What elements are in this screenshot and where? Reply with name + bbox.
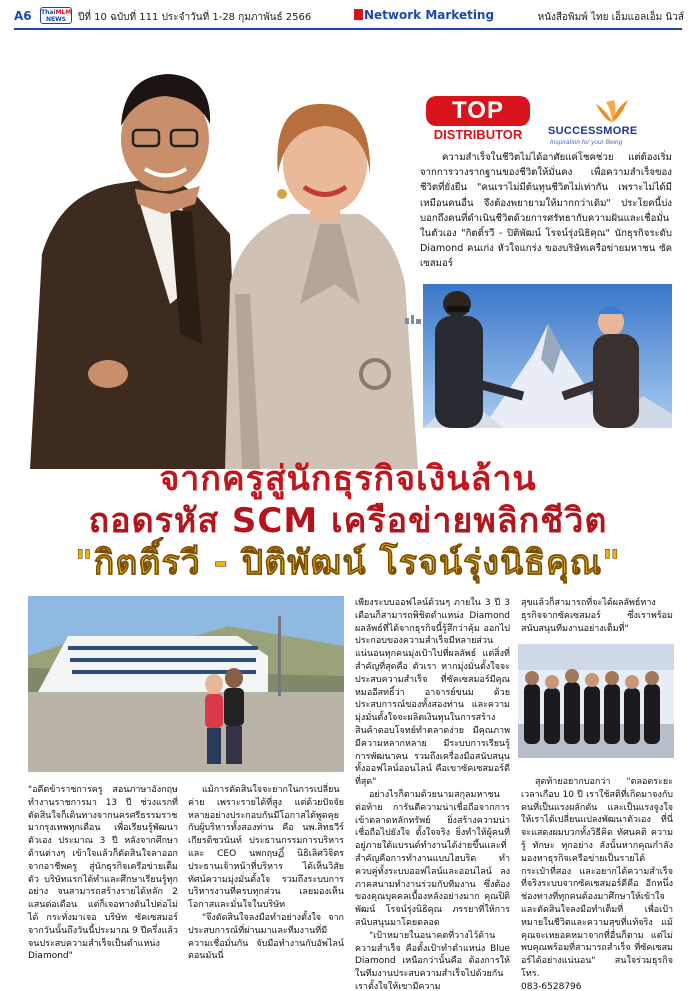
mountain-photo — [423, 284, 672, 428]
body-column-3: เพียงระบบออฟไลน์ด้วนๆ ภายใน 3 ปี 3 เดือนก็สามารถพิชิตตำแหน่ง Diamond ผลลัพธ์ที่ได้จากธุรกิจนี้รู้สึกว่าคุ้ม ออกไปประกอบของความสำเร็จมีหลายส่วน แน่นอนทุกคนมุ่งเป้าไปที่ผลลัพธ์ แต่สิ่งที่สำคัญที่สุดคือ ตัวเรา หากมุ่งมั่นตั้งใจจะประสบความสำเร็จ ที่ซัคเซสมอร์มีคุณหมออีสทธิ์ว่า อาจารย์ขนม ด้วยประสบการณ์ของทั้งสองท่าน และความมุ่งมั่นตั้งใจจะผลิตเงินทุนในการสร้างสินค้าตอบโจทย์ทำตลาดง่าย มีคุณภาพ มีความหลากหลาย มีระบบการเรียนรู้การพัฒนาคน รวมถึงเครื่องมือสนับสนุนทั้งออฟไลน์ออนไลน์ คือเขาซัคเซสมอร์ดีที่สุด" อย่างไรก็ตามด้วยนามสกุลมหาชนต่อท้าย การันตีความน่าเชื่อถือจากการเข้าตลาดหลักทรัพย์ ยิ่งสร้างความน่าเชื่อถือไปยังใจ ตั้งใจจริง ยิ่งทำให้ผู้คนที่อยู่ภายใต้แบรนด์ทำงานได้ง่ายขึ้นและที่สำคัญคือการทำงานแบบไฮบริด ทำควบคู่ทั้งระบบออฟไลน์และออนไลน์ ลงภาคสนามทำงานร่วมกับทีมงาน ซึ่งต้องของคุณบุคคลเบื้องหลังอย่างมาก คุณปิติพัฒน์ โรจน์รุ่งนิธิคุณ ภรรยาที่ให้การสนับสนุนมาโดยตลอด "เป้าหมายในอนาคตที่วางไว้ด้านความสำเร็จ คือตั้งเป้าทำตำแหน่ง Blue Diamond เหนือกว่านั้นคือ ต้องการให้ในทีมงานประสบความสำเร็จไปด้วยกัน เราตั้งใจให้เขามีความ — [355, 598, 510, 991]
group-photo — [518, 644, 674, 758]
headline-line-1: จากครูสู่นักธุรกิจเงินล้าน — [159, 459, 537, 499]
hero-section — [20, 34, 676, 454]
thai-mlm-news-logo: ThaiMLM NEWS — [41, 9, 72, 23]
headline-line-3: "กิตติ์รวี - ปิติพัฒน์ โรจน์รุ่งนิธิคุณ" — [74, 543, 621, 583]
portrait-photo — [20, 44, 425, 469]
body-column-4-bottom: สุดท้ายอยากบอกว่า "ตลอดระยะเวลาเกือบ 10 ปี เราใช้สติที่เกิดมาจงกับคนที่เป็นแรงผลักดัน และเป็นแรงจูงใจให้เราได้เปลี่ยนแปลงพัฒนาตัวเอง ที่นี่จะแสดงผมบวกทั้งวิธีคิด ทัศนคติ ความรู้ ทักษะ ทุกอย่าง ลังนั้นหากคุณกำลังมองหาธุรกิจเครือข่ายเป็นรายได้กระเป๋าที่สอง และอยากได้ความสำเร็จที่จริงระบบจากซัคเซสมอร์ดีคือ อีกหนึ่งช่องทางที่ทุกคนต้องมาศึกษาให้เข้าใจ และตัดสินใจลงมือทำเต็มที่ เพื่อเป้าหมายในชีวิตและความสุขที่แท้จริง แม้คุณจะเหยอคหมาจากที่อื่นก็ตาม แต่ไม่พบคุณพร้อมที่สามารถสำเร็จ ที่ซัคเซสมอร์ได้อย่างแน่นอน" สนใจร่วมธุรกิจ โทร. 083-6528796 — [521, 776, 673, 991]
contact-phone: 083-6528796 — [521, 981, 582, 991]
headline-line-2: ถอดรหัส SCM เครือข่ายพลิกชีวิต — [88, 501, 608, 541]
cruise-ship-photo — [28, 596, 344, 772]
body-column-2: แม้การตัดสินใจจะยากในการเปลี่ยนค่าย เพราะรายได้ที่สูง แต่ด้วยปัจจัยหลายอย่างประกอบกันมีโอกาสได้พูดคุยกับผู้บริหารทั้งสองท่าน คือ นพ.สิทธวีร์ เกียรติชวนันท์ ประธานกรรมการบริหาร และ CEO นพกฤษฏิ์ นิธิเลิศวิจิตร ประธานเจ้าหน้าที่บริหาร ได้เห็นวิสัยทัศน์ความมุ่งมั่นตั้งใจ รวมถึงระบบการบริหารงานที่ครบทุกส่วน เลยมองเห็นโอกาสและมั่นใจในบริษัท "จึงตัดสินใจลงมือทำอย่างตั้งใจ จากประสบการณ์ที่ผ่านมาและทีมงานที่มีความเชื่อมั่นกัน จับมือทำงานกับอัพไลน์ ดอนมันนี่ — [188, 785, 344, 962]
header-rule — [14, 28, 682, 30]
page-header — [14, 7, 684, 25]
headline-block — [14, 459, 682, 583]
body-column-4-top: สุขแล้วก็สามารถที่จะได้ผลลัพธ์ทางธุรกิจจากซัคเซสมอร์ ซึ่งเราพร้อมสนับสนุนทีมงานอย่างเต็มที่" — [521, 598, 673, 634]
issue-info: ปีที่ 10 ฉบับที่ 111 ประจำวันที่ 1-28 กุมภาพันธ์ 2566 — [78, 12, 312, 23]
successmore-logo: SUCCESSMORE Inspiration for your Being — [548, 98, 688, 152]
section-marker — [354, 9, 363, 20]
page-number: A6 — [14, 9, 32, 23]
section-title: Network Marketing — [354, 8, 494, 22]
successmore-mark-icon — [592, 98, 632, 126]
publication-name: หนังสือพิมพ์ ไทย เอ็มแอลเอ็ม นิวส์ — [537, 12, 684, 23]
top-distributor-badge: TOP DISTRIBUTOR — [426, 96, 530, 152]
body-column-1: "อดีตข้าราชการครู สอนภาษาอังกฤษ ทำงานราชการมา 13 ปี ช่วงแรกที่ตัดสินใจก็เดินทางจากนครศรีธรรมราชมากรุงเทพทุกเดือน เพื่อเรียนรู้พัฒนาตัวเอง ประมาณ 3 ปี หลังจากศึกษาด้านต่างๆ เข้าใจแล้วก็ตัดสินใจลาออกจากอาชีพครู สู่นักธุรกิจเครือข่ายเต็มตัว บริษัทแรกได้ทำและศึกษาเรียนรู้ทุกอย่าง จนสามารถสร้างรายได้หลัก 2 แสนต่อเดือน แต่ก็เจอทางตันไปต่อไม่ได้ กระทั่งมาเจอ บริษัท ซัคเซสมอร์ จากวันนั้นถึงวันนี้ประมาณ 9 ปีครึ่งแล้ว จนประสบความสำเร็จเป็นตำแหน่ง Diamond" — [28, 785, 178, 962]
intro-paragraph: ความสำเร็จในชีวิตไม่ได้อาศัยแค่โชคช่วย แต่ต้องเริ่มจากการวางรากฐานของชีวิตให้มั่นคง เพื่อความสำเร็จของชีวิตที่ยั่งยืน "คนเราไม่มีต้นทุนชีวิตไม่เท่ากัน เพราะไม่ได้มีเหมือนคนอื่น จึงต้องพยายามให้มากกว่าเดิม" ประโยคนี้บ่งบอกถึงคนที่ดำเนินชีวิตด้วยการศรัทธากับความฝันและเชื่อมั่นในตัวเอง "กิตติ์รวี - ปิติพัฒน์ โรจน์รุ่งนิธิคุณ" นักธุรกิจระดับ Diamond คนเก่ง หัวใจแกร่ง ของบริษัทเครือข่ายมหาชน ซัคเซสมอร์ — [420, 152, 672, 270]
